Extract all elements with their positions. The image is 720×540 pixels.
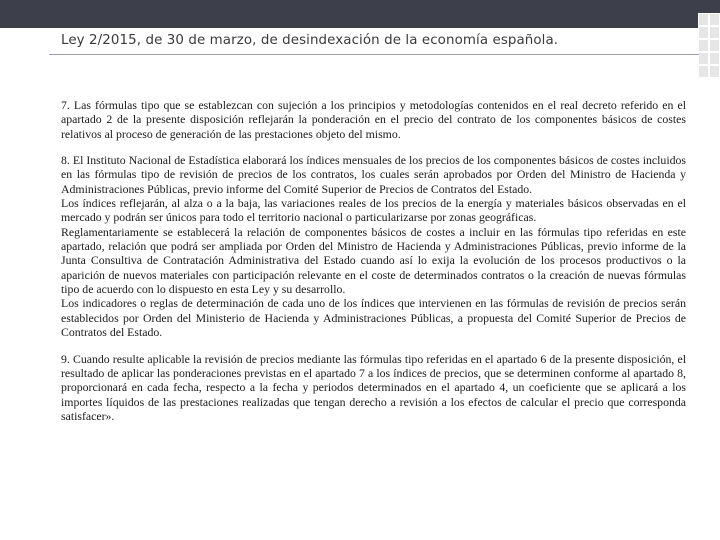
corner-decoration	[698, 0, 720, 78]
paragraph-8: 8. El Instituto Nacional de Estadística elaborará los índices mensuales de los precios de los componentes básicos de costes incluidos en las fórmulas tipo de revisión de precios de los contratos, los cuales serán aprobados por Orden del Ministro de Hacienda y Administraciones Públicas, previo informe del Comité Superior de Precios de Contratos del Estado.	[61, 153, 686, 196]
paragraph-8-indices: Los índices reflejarán, al alza o a la baja, las variaciones reales de los precios de la energía y materiales básicos observadas en el mercado y podrán ser únicos para todo el territorio nacional o particularizarse por zonas geográficas.	[61, 196, 686, 225]
title-divider	[49, 54, 699, 55]
paragraph-8-reglamento: Reglamentariamente se establecerá la relación de componentes básicos de costes a incluir en las fórmulas tipo referidas en este apartado, relación que podrá ser ampliada por Orden del Ministro de Hacienda y Administraciones Públicas, previo informe de la Junta Consultiva de Contratación Administrativa del Estado cuando así lo exija la evolución de los procesos productivos o la aparición de nuevos materiales con participación relevante en el coste de determinados contratos o la creación de nuevas fórmulas tipo de acuerdo con lo dispuesto en esta Ley y su desarrollo.	[61, 224, 686, 297]
header-bar	[0, 0, 698, 28]
paragraph-8-indicadores: Los indicadores o reglas de determinación de cada uno de los índices que intervienen en las fórmulas de revisión de precios serán establecidos por Orden del Ministerio de Hacienda y Administraciones Públicas, a propuesta del Comité Superior de Precios de Contratos del Estado.	[61, 296, 686, 340]
paragraph-7: 7. Las fórmulas tipo que se establezcan con sujeción a los principios y metodologías contenidos en el real decreto referido en el apartado 2 de la presente disposición reflejarán la ponderación en el precio del contrato de los componentes básicos de costes relativos al proceso de generación de las prestaciones objeto del mismo.	[61, 98, 686, 141]
paragraph-9: 9. Cuando resulte aplicable la revisión de precios mediante las fórmulas tipo referidas en el apartado 6 de la presente disposición, el resultado de aplicar las ponderaciones previstas en el apartado 7 a los índices de precios, que se determinen conforme al apartado 8, proporcionará en cada fecha, respecto a la fecha y periodos determinados en el apartado 4, un coeficiente que se aplicará a los importes líquidos de las prestaciones realizadas que tengan derecho a revisión a los efectos de calcular el precio que corresponda satisfacer».	[61, 351, 686, 423]
document-body	[61, 98, 686, 423]
page-title: Ley 2/2015, de 30 de marzo, de desindexación de la economía española.	[61, 33, 559, 48]
